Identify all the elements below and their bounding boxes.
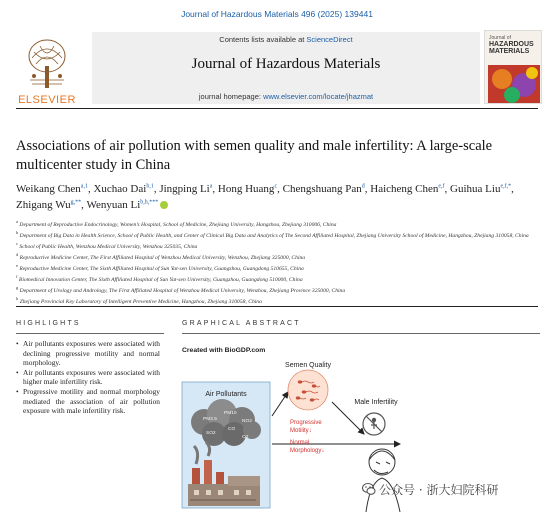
author-list: Weikang Chen$^{a,1}$, Xuchao Dai$^{b,1}$, Jingping Li$^a$, Hong Huang$^c$, Chengshuang Pan$^d$, Haicheng Chen$^{e,f}$, Guihua Liu$^{e,f,*}$, Zhigang $Wu^{g,**}$, Wenyuan $Li^{b,h,***}$ — [16, 183, 514, 211]
masthead-rule — [16, 108, 538, 109]
journal-masthead — [10, 30, 544, 106]
author-affiliation-marker[interactable]: g,** — [70, 198, 82, 205]
pollutant-label: NO2 — [242, 419, 252, 424]
cover-line-2: HAZARDOUS — [489, 41, 534, 48]
homepage-prefix: journal homepage: — [198, 92, 264, 101]
highlights-list — [16, 339, 160, 416]
author-name[interactable]: Haicheng Chen — [370, 183, 439, 195]
homepage-link[interactable]: www.elsevier.com/locate/jhazmat — [263, 92, 374, 101]
affiliation-mark: a — [16, 219, 18, 224]
affiliation-text: Department of Reproductive Endocrinology, Women’s Hospital, School of Medicine, Zhejiang University, Hangzhou, Zhejiang 310006, China — [18, 221, 337, 228]
affiliation-mark: b — [16, 230, 19, 236]
affiliation-text: Biomedical Innovation Center, The Sixth Affiliated Hospital of Sun Yat-sen University, Guangzhou, Guangdong 510000, China — [17, 277, 303, 284]
author-name[interactable]: Guihua Liu — [450, 183, 501, 195]
elsevier-wordmark: ELSEVIER — [18, 94, 76, 106]
affiliation-item — [16, 218, 540, 229]
highlight-item: • Air pollutants exposures were associated with declining progressive motility and normal morphology. — [16, 339, 160, 368]
cover-line-3: MATERIALS — [489, 48, 530, 55]
air-pollutants-label: Air Pollutants — [205, 391, 247, 398]
author-name[interactable]: Chengshuang Pan — [282, 183, 362, 195]
sciencedirect-link[interactable]: ScienceDirect — [306, 35, 353, 44]
affiliation-mark: f — [16, 274, 18, 280]
motility-label: Motility↓ — [290, 428, 312, 434]
orcid-icon[interactable] — [160, 201, 168, 209]
arrow-pollutants-to-semen — [272, 392, 288, 416]
affiliation-mark: g — [16, 285, 19, 291]
wechat-icon — [362, 482, 376, 496]
author-affiliation-marker[interactable]: e,f — [438, 183, 445, 190]
affiliation-item — [16, 295, 540, 306]
affiliation-mark: d — [16, 252, 19, 258]
affiliation-text: School of Public Health, Wenzhou Medical University, Wenzhou 325035, China — [18, 243, 198, 250]
affiliation-item — [16, 229, 540, 240]
affiliation-item — [16, 251, 540, 262]
affiliation-text: Zhejiang Provincial Key Laboratory of Intelligent Preventive Medicine, Hangzhou, Zhejiang 310058, China — [18, 299, 262, 306]
semen-quality-label: Semen Quality — [285, 362, 331, 369]
contents-prefix: Contents lists available at — [219, 35, 307, 44]
pollutant-label: CO — [228, 427, 236, 432]
pollutant-label: PM2.5 — [203, 417, 217, 422]
author-affiliation-marker[interactable]: b,h,*** — [140, 198, 159, 205]
elsevier-tree-icon — [24, 36, 70, 88]
author-affiliation-marker[interactable]: a,1 — [80, 183, 88, 190]
author-name[interactable]: Wenyuan Li — [86, 198, 141, 211]
affiliation-mark: c — [16, 241, 18, 247]
affiliation-text: Department of Big Data in Health Science, School of Public Health, and Center of Clinical Big Data and Analytics of The Second Affiliated Hospital, Zhejiang University School of Medicine, Hangzhou, Zhejiang 310058, China — [18, 232, 529, 239]
highlights-heading: HIGHLIGHTS — [16, 320, 81, 327]
cover-title — [489, 41, 534, 55]
wechat-watermark — [362, 481, 552, 503]
author-affiliation-marker[interactable]: e,f,* — [500, 183, 512, 190]
masthead-band — [92, 32, 480, 104]
affiliation-text: Reproductive Medicine Center, The First Affiliated Hospital of Wenzhou Medical University, Wenzhou, Zhejiang 325000, China — [18, 255, 306, 262]
journal-cover[interactable] — [484, 30, 542, 104]
morphology-label: Morphology↓ — [290, 448, 325, 454]
air-pollutants-panel — [182, 382, 270, 508]
author-affiliation-marker[interactable]: b,1 — [146, 183, 154, 190]
progressive-label: Progressive — [290, 420, 322, 426]
graphical-abstract-rule — [182, 333, 540, 334]
normal-label: Normal — [290, 440, 310, 446]
affiliation-text: Department of Urology and Andrology, The First Affiliated Hospital of Wenzhou Medical University, Wenzhou, Zhejiang Province 325000, China — [18, 288, 346, 295]
affiliation-item — [16, 273, 540, 284]
watermark-text: 公众号 · 浙大妇院科研 — [379, 483, 499, 497]
cover-line-1: Journal of — [489, 35, 511, 41]
affiliation-mark: h — [16, 296, 19, 302]
author-affiliation-marker[interactable]: d — [361, 183, 365, 190]
affiliation-text: Reproductive Medicine Center, The Sixth Affiliated Hospital of Sun Yat-sen University, Guangzhou, Guangdong 510655, China — [18, 266, 304, 273]
pollutant-label: O3 — [242, 435, 249, 440]
affiliation-item — [16, 284, 540, 295]
highlights-rule — [16, 333, 164, 334]
highlight-item: • Progressive motility and normal morphology mediated the association of air pollution exposure with male infertility risk. — [16, 387, 160, 416]
semen-sample-icon — [288, 370, 328, 410]
biogdp-credit: Created with BioGDP.com — [182, 347, 266, 354]
author-name[interactable]: Hong Huang — [217, 183, 275, 195]
affiliation-rule — [16, 306, 538, 307]
author-name[interactable]: Zhigang Wu — [16, 198, 71, 211]
elsevier-logo[interactable] — [16, 32, 78, 106]
graphical-abstract-heading: GRAPHICAL ABSTRACT — [182, 320, 301, 327]
arrow-semen-to-infertility — [332, 402, 364, 434]
affiliation-mark: e — [16, 263, 18, 269]
affiliation-item — [16, 262, 540, 273]
pollutant-label: PM10 — [224, 411, 237, 416]
author-name[interactable]: Xuchao Dai — [93, 183, 147, 195]
author-name[interactable]: Weikang Chen — [16, 183, 81, 195]
semen-quality-panel — [285, 362, 331, 454]
pollutant-label: SO2 — [206, 431, 216, 436]
highlight-item: • Air pollutants exposures were associated with higher male infertility risk. — [16, 368, 160, 387]
homepage-line — [92, 92, 480, 101]
cover-image — [488, 65, 540, 103]
affiliation-item — [16, 240, 540, 251]
author-name[interactable]: Jingping Li — [159, 183, 210, 195]
journal-title: Journal of Hazardous Materials — [191, 56, 381, 72]
author-affiliation-marker[interactable]: a — [209, 183, 213, 190]
author-affiliation-marker[interactable]: c — [274, 183, 278, 190]
article-title: Associations of air pollution with semen quality and male infertility: A large-scale multicenter study in China — [16, 138, 493, 173]
journal-reference[interactable]: Journal of Hazardous Materials 496 (2025) 139441 — [181, 9, 373, 19]
contents-line — [92, 35, 480, 44]
male-infertility-label: Male Infertility — [354, 399, 398, 406]
affiliation-list — [16, 218, 540, 307]
